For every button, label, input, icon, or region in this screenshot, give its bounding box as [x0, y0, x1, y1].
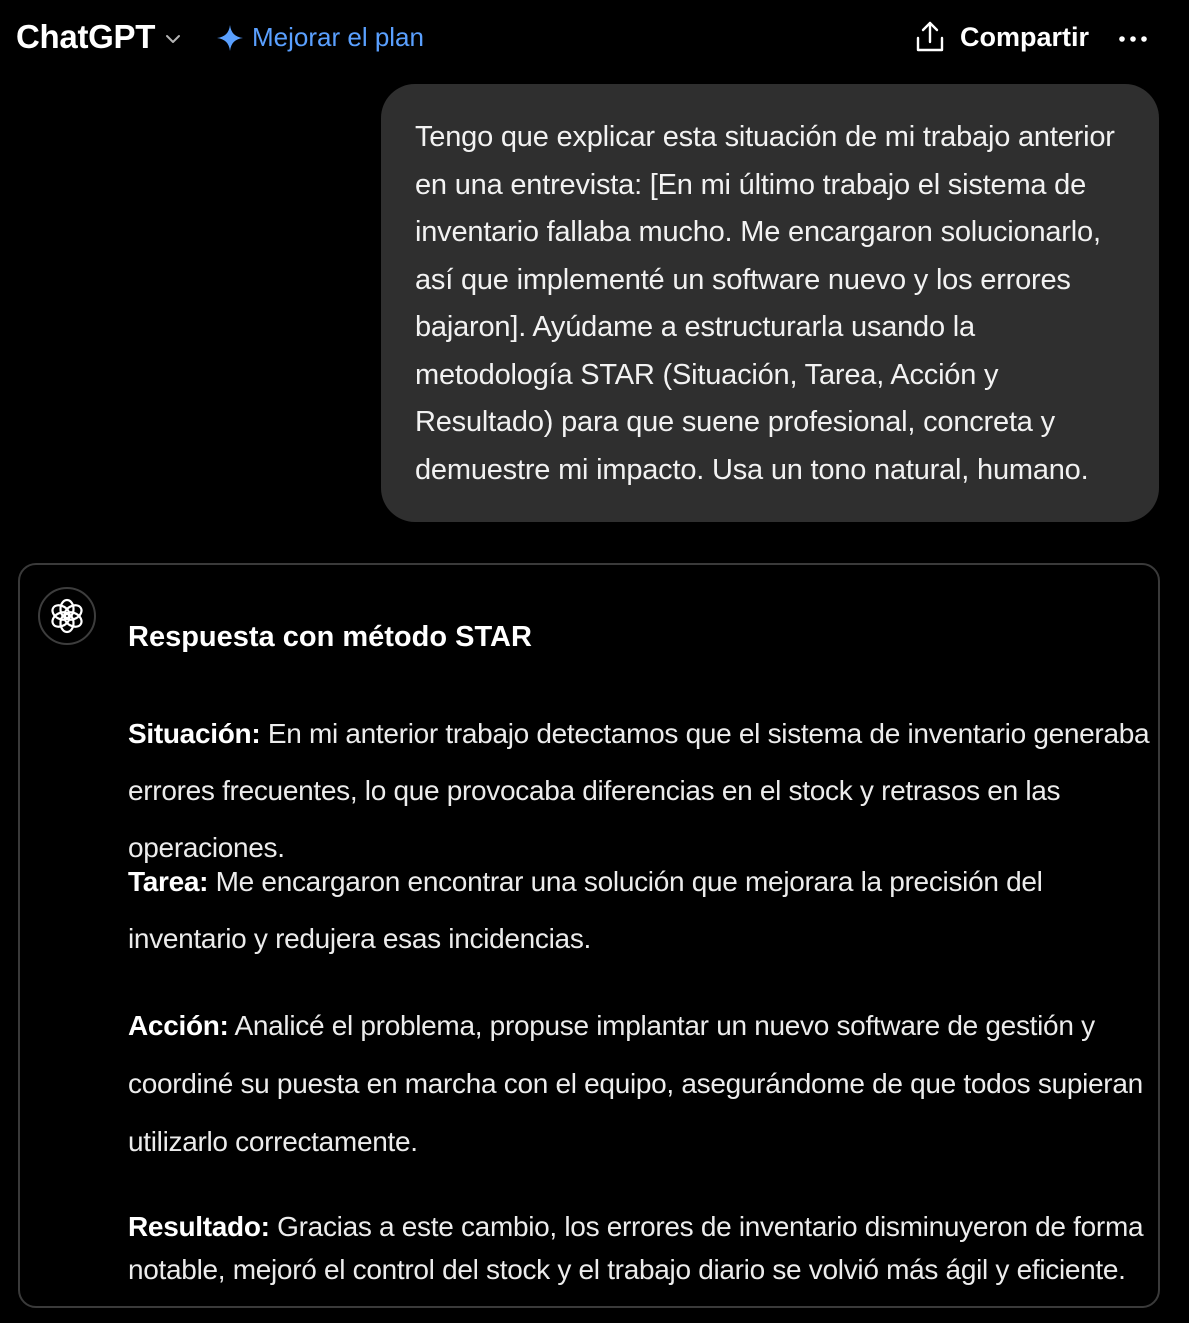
share-label: Compartir [960, 21, 1090, 52]
share-upload-icon [914, 20, 946, 54]
share-button[interactable] [914, 20, 1089, 54]
user-message-bubble [381, 84, 1159, 522]
upgrade-plan-label: Mejorar el plan [252, 22, 424, 52]
model-selector[interactable] [16, 18, 183, 56]
sparkle-icon [216, 24, 244, 52]
app-title: ChatGPT [16, 18, 156, 55]
assistant-avatar [38, 587, 96, 645]
response-title: Respuesta con método STAR [128, 621, 532, 653]
star-section-accion [128, 997, 1150, 1171]
section-text: Analicé el problema, propuse implantar un nuevo software de gestión y coordiné su puesta en marcha con el equipo, asegurándome de que todos supieran utilizarlo correctamente. [128, 1010, 1143, 1157]
star-section-resultado [128, 1205, 1150, 1291]
user-message-text: Tengo que explicar esta situación de mi trabajo anterior en una entrevista: [En mi último trabajo el sistema de inventario fallaba mucho. Me encargaron solucionarlo, así que implementé un software nuevo y los errores bajaron]. Ayúdame a estructurarla usando la metodología STAR (Situación, Tarea, Acción y Resultado) para que suene profesional, concreta y demuestre mi impacto. Usa un tono natural, humano. [415, 121, 1115, 486]
star-section-tarea [128, 853, 1150, 967]
section-text: Me encargaron encontrar una solución que mejorara la precisión del inventario y redujera esas incidencias. [128, 866, 1043, 954]
top-bar [0, 0, 1189, 80]
section-text: Gracias a este cambio, los errores de inventario disminuyeron de forma notable, mejoró el control del stock y el trabajo diario se volvió más ágil y eficiente. [128, 1211, 1144, 1285]
more-horizontal-icon[interactable] [1116, 22, 1150, 56]
section-text: En mi anterior trabajo detectamos que el sistema de inventario generaba errores frecuentes, lo que provocaba diferencias en el stock y retrasos en las operaciones. [128, 718, 1150, 863]
star-section-situacion [128, 705, 1150, 876]
assistant-response-card [18, 563, 1160, 1308]
section-label: Acción: [128, 1010, 229, 1041]
section-label: Resultado: [128, 1211, 270, 1242]
chevron-down-icon [163, 29, 183, 49]
section-label: Tarea: [128, 866, 209, 897]
section-label: Situación: [128, 718, 261, 749]
openai-logo-icon [48, 597, 86, 635]
upgrade-plan-button[interactable] [216, 22, 424, 53]
